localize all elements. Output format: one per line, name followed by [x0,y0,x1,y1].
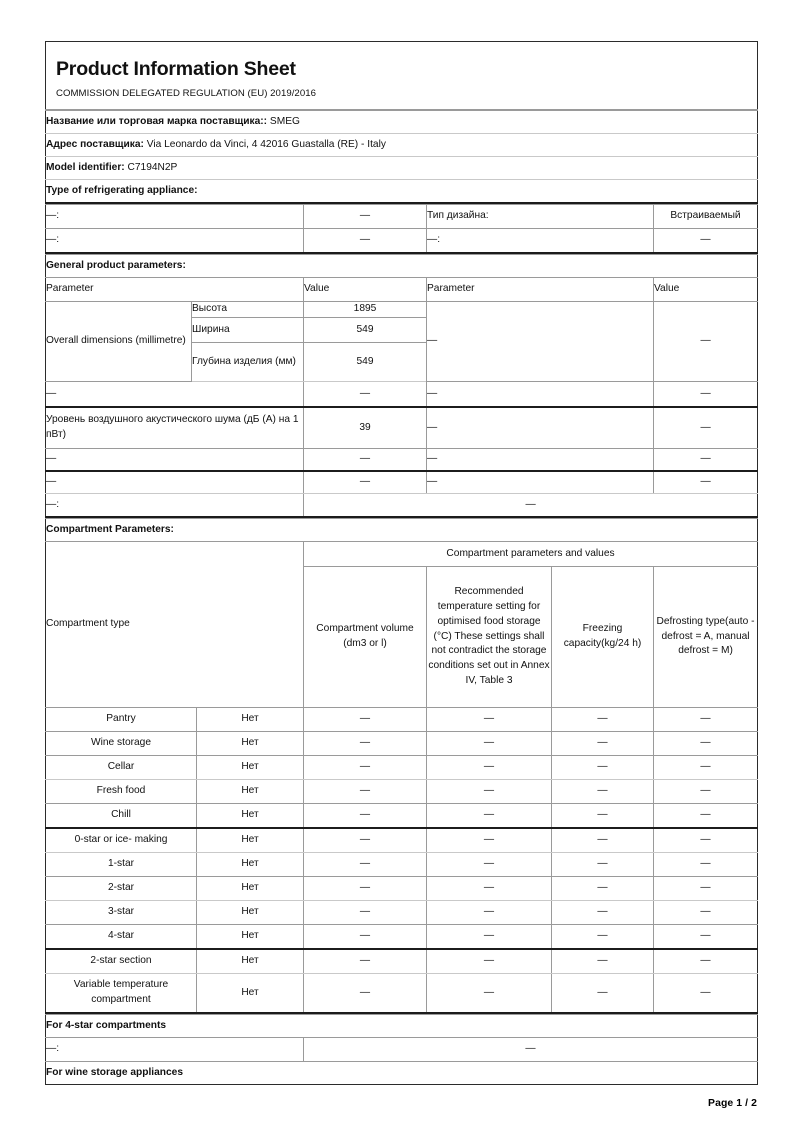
general-row-2-param-b: — [427,448,654,471]
four-star-table [45,1014,758,1085]
compartment-present-9: Нет [197,924,304,949]
compartment-present-3: Нет [197,779,304,803]
table-row [46,448,758,471]
regulation-subtitle: COMMISSION DELEGATED REGULATION (EU) 2019/2016 [56,88,316,100]
col-group-header: Compartment parameters and values [304,541,758,566]
general-row-1-param-b: — [427,407,654,449]
supplier-address-label: Адрес поставщика: [46,138,144,150]
compartment-temp-11: — [427,973,552,1013]
compartment-temp-10: — [427,949,552,974]
general-row-0-param-b: — [427,381,654,407]
col-header-compartment-type: Compartment type [46,541,304,707]
table-header-row [46,278,758,302]
compartment-freezing-4: — [552,803,654,828]
compartment-temp-5: — [427,828,552,853]
compartment-present-6: Нет [197,852,304,876]
general-row-2-value-a: — [304,448,427,471]
compartment-volume-11: — [304,973,427,1013]
table-row [46,255,758,278]
compartment-defrost-5: — [654,828,758,853]
general-row-1-value-b: — [654,407,758,449]
general-row-3-value-b: — [654,471,758,494]
compartment-defrost-11: — [654,973,758,1013]
type-row-1-value-a: — [304,229,427,254]
table-row [46,302,758,318]
general-row-2-value-b: — [654,448,758,471]
compartment-name-11: Variable temperature compartment [46,973,197,1013]
general-full-row-value: — [304,493,758,517]
general-dimensions-right-value: — [654,302,758,382]
compartment-defrost-6: — [654,852,758,876]
compartment-temp-3: — [427,779,552,803]
table-row [46,1037,758,1061]
table-row [46,157,758,180]
table-row [46,803,758,828]
compartment-volume-8: — [304,900,427,924]
type-row-1-value-b: — [654,229,758,254]
compartment-name-9: 4-star [46,924,197,949]
compartment-name-1: Wine storage [46,731,197,755]
compartment-temp-9: — [427,924,552,949]
compartment-volume-0: — [304,707,427,731]
supplier-table [45,110,758,204]
compartment-freezing-0: — [552,707,654,731]
type-row-1-label-b: —: [427,229,654,254]
product-information-sheet [45,41,757,1085]
general-parameters-table [45,254,758,518]
table-row [46,471,758,494]
table-row [46,518,758,541]
col-header-freezing-capacity: Freezing capacity(kg/24 h) [552,566,654,707]
compartment-volume-7: — [304,876,427,900]
compartment-name-5: 0-star or ice- making [46,828,197,853]
table-row [46,493,758,517]
compartment-present-2: Нет [197,755,304,779]
general-row-3-param-b: — [427,471,654,494]
general-row-2-param-a: — [46,448,304,471]
supplier-brand-value: SMEG [269,115,300,127]
model-identifier-value: C7194N2P [127,161,178,173]
compartment-defrost-3: — [654,779,758,803]
compartment-temp-6: — [427,852,552,876]
table-row [46,407,758,449]
table-row [46,852,758,876]
compartment-defrost-1: — [654,731,758,755]
compartment-freezing-10: — [552,949,654,974]
table-header-row [46,541,758,566]
general-row-3-value-a: — [304,471,427,494]
compartment-name-8: 3-star [46,900,197,924]
compartment-present-8: Нет [197,900,304,924]
compartment-freezing-8: — [552,900,654,924]
table-row [46,731,758,755]
compartment-volume-3: — [304,779,427,803]
compartment-temp-0: — [427,707,552,731]
compartment-present-4: Нет [197,803,304,828]
col-header-defrosting-type: Defrosting type(auto - defrost = A, manual defrost = M) [654,566,758,707]
type-row-1-label-a: —: [46,229,304,254]
header-parameter-b: Parameter [427,278,654,302]
compartment-volume-10: — [304,949,427,974]
table-row [46,205,758,229]
dimension-value-2: 549 [304,342,427,381]
compartment-defrost-9: — [654,924,758,949]
compartment-freezing-7: — [552,876,654,900]
compartment-temp-7: — [427,876,552,900]
compartment-defrost-2: — [654,755,758,779]
title-table [45,41,758,110]
dimension-name-2: Глубина изделия (мм) [192,342,304,381]
dimension-value-0: 1895 [304,302,427,318]
table-row [46,1061,758,1084]
general-row-3-param-a: — [46,471,304,494]
table-row [46,949,758,974]
general-row-0-value-b: — [654,381,758,407]
compartment-freezing-11: — [552,973,654,1013]
table-row [46,229,758,254]
table-row [46,973,758,1013]
supplier-brand-label: Название или торговая марка поставщика:: [46,115,268,127]
table-row [46,876,758,900]
compartment-defrost-4: — [654,803,758,828]
compartment-volume-5: — [304,828,427,853]
compartment-freezing-1: — [552,731,654,755]
page-title: Product Information Sheet [56,58,296,80]
compartment-freezing-6: — [552,852,654,876]
table-row [46,900,758,924]
compartment-name-4: Chill [46,803,197,828]
compartment-present-10: Нет [197,949,304,974]
wine-storage-heading: For wine storage appliances [46,1061,758,1084]
compartment-freezing-5: — [552,828,654,853]
compartment-temp-1: — [427,731,552,755]
compartment-name-2: Cellar [46,755,197,779]
header-value-b: Value [654,278,758,302]
general-row-1-param-a: Уровень воздушного акустического шума (дБ (A) на 1 пВт) [46,407,304,449]
general-dimensions-right-param: — [427,302,654,382]
table-row [46,111,758,134]
compartment-freezing-2: — [552,755,654,779]
dimension-value-1: 549 [304,317,427,342]
compartment-name-0: Pantry [46,707,197,731]
compartment-volume-9: — [304,924,427,949]
general-row-0-value-a: — [304,381,427,407]
table-row [46,755,758,779]
header-parameter-a: Parameter [46,278,304,302]
compartment-temp-8: — [427,900,552,924]
four-star-heading: For 4-star compartments [46,1014,758,1037]
compartment-parameters-table [45,518,758,1014]
general-full-row-label: —: [46,493,304,517]
type-of-appliance-heading: Type of refrigerating appliance: [46,180,758,204]
type-row-0-label-a: —: [46,205,304,229]
table-row [46,924,758,949]
four-star-row-label: —: [46,1037,304,1061]
compartment-name-3: Fresh food [46,779,197,803]
four-star-row-value: — [304,1037,758,1061]
compartment-temp-2: — [427,755,552,779]
table-row [46,707,758,731]
compartment-freezing-3: — [552,779,654,803]
compartment-defrost-0: — [654,707,758,731]
table-row [46,828,758,853]
type-row-0-value-a: — [304,205,427,229]
compartment-temp-4: — [427,803,552,828]
compartment-freezing-9: — [552,924,654,949]
general-row-0-param-a: — [46,381,304,407]
dimension-name-0: Высота [192,302,304,318]
header-value-a: Value [304,278,427,302]
compartment-rows-body [46,707,758,1013]
table-row [46,134,758,157]
table-row [46,180,758,204]
col-header-temperature: Recommended temperature setting for optimised food storage (°C) These settings shall not contradict the storage conditions set out in Annex IV, Table 3 [427,566,552,707]
compartment-volume-6: — [304,852,427,876]
col-header-volume: Compartment volume (dm3 or l) [304,566,427,707]
dimension-name-1: Ширина [192,317,304,342]
page-footer: Page 1 / 2 [708,1098,757,1109]
compartment-present-1: Нет [197,731,304,755]
compartment-present-11: Нет [197,973,304,1013]
compartment-name-6: 1-star [46,852,197,876]
compartment-name-7: 2-star [46,876,197,900]
compartment-defrost-7: — [654,876,758,900]
compartment-present-7: Нет [197,876,304,900]
overall-dimensions-label: Overall dimensions (millimetre) [46,302,192,382]
compartment-present-5: Нет [197,828,304,853]
appliance-type-table [45,204,758,254]
compartment-present-0: Нет [197,707,304,731]
table-row [46,779,758,803]
type-row-0-label-b: Тип дизайна: [427,205,654,229]
compartment-volume-2: — [304,755,427,779]
general-parameters-heading: General product parameters: [46,255,758,278]
model-identifier-label: Model identifier: [46,161,125,173]
type-row-0-value-b: Встраиваемый [654,205,758,229]
compartment-volume-1: — [304,731,427,755]
supplier-address-value: Via Leonardo da Vinci, 4 42016 Guastalla (RE) - Italy [146,138,386,150]
compartment-volume-4: — [304,803,427,828]
compartment-parameters-heading: Compartment Parameters: [46,518,758,541]
table-row [46,1014,758,1037]
compartment-defrost-8: — [654,900,758,924]
compartment-name-10: 2-star section [46,949,197,974]
compartment-defrost-10: — [654,949,758,974]
general-row-1-value-a: 39 [304,407,427,449]
table-row [46,381,758,407]
